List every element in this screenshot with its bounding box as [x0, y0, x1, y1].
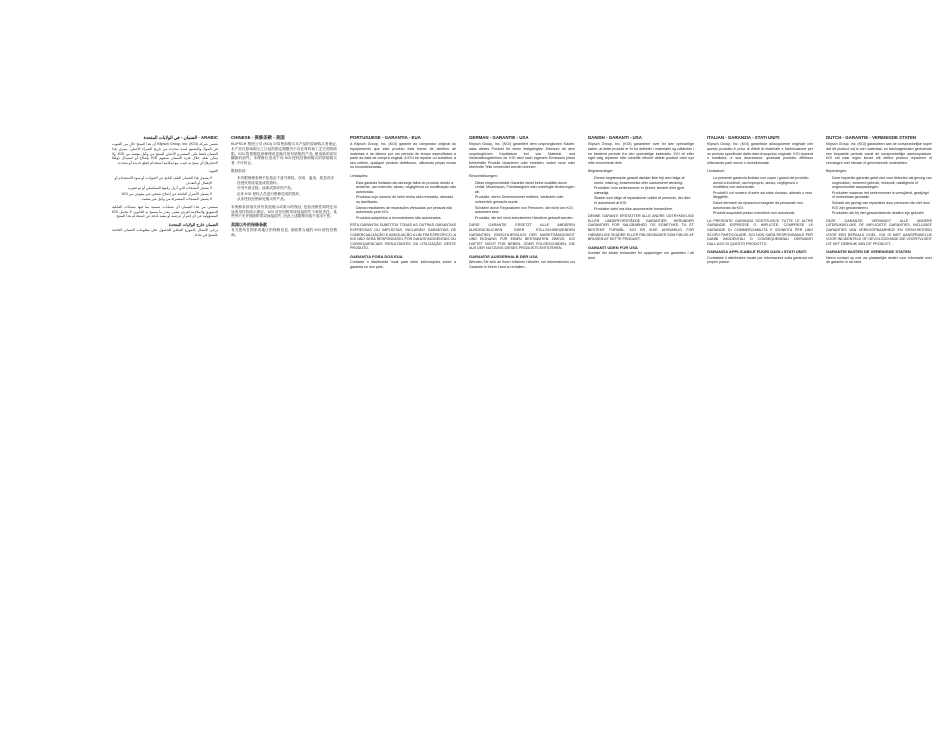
limitations-label: 限制条款: [231, 169, 247, 174]
outside-us-text: Contacte o distribuidor local para obter informações sobre a garantia no seu país. [350, 260, 456, 270]
limitation-item: • 序列号被去除、涂改或损坏的产品。 [237, 186, 337, 191]
warranty-intro: KLIPSCH 集团公司 (KGI) 向零售商购买本产品的原始购买者保证, 本产品在原始购买之日起的指定期限内不存在材料和工艺方面的缺陷。KGI 将根据选择修理或更换任何有缺陷的产品, 使用新的或经翻新的部件。本保修仅适用于向 KGI 授权经销商购买的原始购买者, 不可转让。 [231, 142, 337, 165]
disclaimer-text: DENNE GARANTI ERSTATTER ALLE ANDRE UDTRYKKELIGE ELLER UNDERFORSTÅEDE GARANTIER, HERUNDER GARANTIER FOR SALGBARHED OG EGNETHED TIL ET BESTEMT FORMÅL. KGI ER IKKE ANSVARLIG FOR HÆNDELIGE SKADER ELLER FØLGESKADER SOM FØLGE AF BRUGEN AF DETTE PRODUKT. [588, 214, 694, 242]
column-dutch [826, 135, 932, 726]
limitation-item: • Prodotti acquistati presso rivenditori non autorizzati. [713, 211, 813, 216]
column-title: DANISH - GARANTI - USA [588, 135, 642, 140]
limitation-item: • Schäden durch Reparaturen von Personen, die nicht von KGI autorisiert sind. [475, 206, 575, 215]
limitation-item: • لا يشمل الأضرار الناتجة عن إصلاح شخص غير مفوض من KGI. [112, 192, 212, 197]
outside-us-text: 有关您所在国家或地区的保修信息, 请联系当地的 KGI 授权经销商。 [231, 228, 337, 237]
limitations-list [469, 181, 575, 221]
limitation-item: • لا يشمل هذا الضمان التلف الناتج عن الحوادث أو سوء الاستخدام أو الإهمال أو التعديل. [112, 176, 212, 185]
limitations-list [231, 176, 337, 202]
limitation-item: • Esta garantia limitada não abrange falha do produto devido a acidente, uso indevido, abuso, negligência ou modificação não autorizada. [356, 181, 456, 195]
limitations-label: Limitazioni: [707, 169, 725, 174]
limitation-item: • Producten waarvan het serienummer is verwijderd, gewijzigd of onleesbaar gemaakt. [832, 191, 932, 200]
warranty-intro: A Klipsch Group, Inc. (KGI) garante ao comprador original do equipamento que este produto está isento de defeitos de materiais e de fabrico por um período de tempo especificado a partir da data de compra original. A KGI irá reparar ou substituir, a seu critério, qualquer produto defeituoso, utilizando peças novas ou recondicionadas. [350, 142, 456, 170]
limitation-item: • Skader som følge af reparationer udført af personer, der ikke er autoriseret af KGI. [594, 196, 694, 205]
outside-us-text: Neem contact op met uw plaatselijke dealer voor informatie over de garantie in uw land. [826, 255, 932, 265]
limitation-item: • Producten die bij niet-geautoriseerde dealers zijn gekocht. [832, 211, 932, 216]
column-title: ARABIC - الضمان - في الولايات المتحدة [143, 135, 218, 140]
column-arabic [112, 135, 218, 726]
disclaimer-text: DIESE GARANTIE ERSETZT ALLE ANDEREN AUSDRÜCKLICHEN ODER STILLSCHWEIGENDEN GARANTIEN, EINSCHLIESSLICH DER MARKTGÄNGIGKEIT UND EIGNUNG FÜR EINEN BESTIMMTEN ZWECK. KGI HAFTET NICHT FÜR NEBEN- ODER FOLGESCHÄDEN, DIE AUS DER NUTZUNG DIESES PRODUKTS ENTSTEHEN. [469, 223, 575, 251]
outside-us-heading: الضمان خارج الولايات المتحدة [168, 221, 218, 227]
limitation-item: • Produkte, deren Seriennummer entfernt, verändert oder unleserlich gemacht wurde. [475, 195, 575, 204]
limitation-item: • لا يشمل المنتجات المشتراة من وكيل غير معتمد. [112, 197, 212, 202]
limitation-item: • Danos resultantes de reparações efetuadas por pessoal não autorizado pela KGI. [356, 206, 456, 215]
column-title: ITALIAN - GARANZIA - STATI UNITI [707, 135, 780, 140]
limitations-list [112, 176, 218, 202]
disclaimer-text: LA PRESENTE GARANZIA SOSTITUISCE TUTTE LE ALTRE GARANZIE ESPRESSE O IMPLICITE, COMPRESE LE GARANZIE DI COMMERCIABILITÀ E IDONEITÀ PER UNO SCOPO PARTICOLARE. KGI NON SARÀ RESPONSABILE PER DANNI INCIDENTALI O CONSEQUENZIALI DERIVANTI DALL'USO DI QUESTO PRODOTTO. [707, 218, 813, 246]
limitations-list [588, 176, 694, 211]
outside-us-text: Wenden Sie sich an Ihren örtlichen Händler, um Informationen zur Garantie in Ihrem Land zu erhalten. [469, 260, 575, 270]
outside-us-heading: GARANTIA FORA DOS EUA [350, 253, 403, 259]
column-title: DUTCH - GARANTIE - VERENIGDE STATEN [826, 135, 917, 140]
outside-us-heading: GARANTI UDEN FOR USA [588, 244, 638, 250]
outside-us-text: Contattare il distributore locale per informazioni sulla garanzia nel proprio paese. [707, 255, 813, 265]
limitations-label: Begrænsninger: [588, 169, 614, 174]
disclaimer-text: DEZE GARANTIE VERVANGT ALLE ANDERE UITDRUKKELIJKE OF IMPLICIETE GARANTIES, INCLUSIEF GARANTIES VAN VERKOOPBAARHEID EN GESCHIKTHEID VOOR EEN BEPAALD DOEL. KGI IS NIET AANSPRAKELIJK VOOR INCIDENTELE OF GEVOLGSCHADE DIE VOORTVLOEIT UIT HET GEBRUIK VAN DIT PRODUCT. [826, 218, 932, 246]
limitation-item: • Danni derivanti da riparazioni eseguite da personale non autorizzato da KGI. [713, 201, 813, 210]
column-title: CHINESE - 保修条款 - 美国 [231, 135, 285, 140]
column-title: PORTUGUESE - GARANTIA - EUA [350, 135, 421, 140]
disclaimer-text: 本保修条款取代所有其他明示或暗示的保证, 包括适销性和特定用途适用性的暗示保证。KGI 对任何附带或间接损失不承担责任。某些州不允许排除附带或间接损失, 因此上述限制可能不适用于您。 [231, 204, 337, 219]
limitations-label: القيود: [208, 169, 218, 174]
limitations-label: Beperkingen: [826, 169, 848, 174]
limitations-list [350, 181, 456, 221]
limitation-item: • Produtos cujo número de série tenha sido removido, alterado ou danificado. [356, 195, 456, 204]
limitation-item: • Produtos adquiridos a revendedores não autorizados. [356, 216, 456, 221]
limitation-item: • Produkte, die bei nicht autorisierten Händlern gekauft wurden. [475, 216, 575, 221]
outside-us-text: يرجى الاتصال بالموزع المحلي للحصول على معلومات الضمان الخاصة بالمنتج في بلدك. [112, 228, 218, 237]
column-portuguese [350, 135, 456, 726]
outside-us-heading: GARANTIE AUSSERHALB DER USA [469, 253, 538, 259]
warranty-intro: Klipsch Group, Inc. (KGI) garantisce all'acquirente originale che questo prodotto è privo di difetti di materiale e fabbricazione per un periodo specificato dalla data di acquisto originale. KGI riparerà o sostituirà, a sua discrezione, qualsiasi prodotto difettoso utilizzando parti nuove o ricondizionate. [707, 142, 813, 165]
warranty-intro: Klipsch Group, Inc. (KGI) garanterer over for den oprindelige køber, at dette produkt er fri for defekter i materialer og udførelse i en bestemt periode fra den oprindelige købsdato. KGI vil efter eget valg reparere eller udskifte ethvert defekt produkt med nye eller renoverede dele. [588, 142, 694, 165]
limitation-item: • Produkter købt hos ikke-autoriserede forhandlere. [594, 207, 694, 212]
warranty-intro: تضمن شركة Klipsch Group, Inc. (KGI) أن هذا المنتج خالٍ من العيوب في المواد والتصنيع لمدة محددة من تاريخ الشراء الأصلي. يسري هذا الضمان فقط على المشتري الأصلي للمنتج من وكيل معتمد من KGI، ولا يمكن نقله. خلال فترة الضمان ستقوم KGI بإصلاح أو استبدال (وفقًا لاختيارها) أي منتج به عيب، مع إمكانية استخدام قطع جديدة أو مجددة. [112, 142, 218, 165]
limitations-label: Einschränkungen: [469, 173, 498, 178]
limitation-item: • Diese eingeschränkte Garantie deckt keine Ausfälle durch Unfall, Missbrauch, Fahrlässigkeit oder unbefugte Änderungen ab. [475, 181, 575, 195]
limitation-item: • 由非 KGI 授权人员进行维修造成的损坏。 [237, 192, 337, 197]
outside-us-heading: GARANZIA APPLICABILE FUORI DAGLI STATI UNITI [707, 249, 807, 255]
limitations-list [707, 176, 813, 216]
limitation-item: • La presente garanzia limitata non copre i guasti del prodotto dovuti a incidenti, uso improprio, abuso, negligenza o modifiche non autorizzate. [713, 176, 813, 190]
outside-us-text: Kontakt din lokale forhandler for oplysninger om garantien i dit land. [588, 251, 694, 260]
limitation-item: • لا يشمل المنتجات التي أزيل رقمها التسلسلي أو تم تغييره. [112, 186, 212, 191]
column-chinese [231, 135, 337, 726]
limitation-item: • Prodotti il cui numero di serie sia stato rimosso, alterato o reso illeggibile. [713, 191, 813, 200]
warranty-intro: Klipsch Group, Inc. (KGI) garandeert aan de oorspronkelijke koper dat dit product vrij is van materiaal- en fabricagefouten gedurende een bepaalde periode vanaf de oorspronkelijke aankoopdatum. KGI zal naar eigen keuze elk defect product repareren of vervangen met nieuwe of gereviseerde onderdelen. [826, 142, 932, 165]
limitation-item: • Deze beperkte garantie geldt niet voor defecten als gevolg van ongelukken, verkeerd gebruik, misbruik, nalatigheid of ongeoorloofde aanpassingen. [832, 176, 932, 190]
outside-us-heading: GARANTIE BUITEN DE VERENIGDE STATEN [826, 249, 911, 255]
disclaimer-text: ESTA GARANTIA SUBSTITUI TODAS AS OUTRAS GARANTIAS EXPRESSAS OU IMPLÍCITAS, INCLUINDO GARANTIAS DE COMERCIALIZAÇÃO E ADEQUAÇÃO A UM FIM ESPECÍFICO. A KGI NÃO SERÁ RESPONSÁVEL POR DANOS INCIDENTAIS OU CONSEQUENCIAIS RESULTANTES DA UTILIZAÇÃO DESTE PRODUTO. [350, 223, 456, 251]
warranty-intro: Klipsch Group, Inc. (KGI) garantiert dem ursprünglichen Käufer, dass dieses Produkt für einen festgelegten Zeitraum ab dem ursprünglichen Kaufdatum frei von Material- und Verarbeitungsfehlern ist. KGI wird nach eigenem Ermessen jedes fehlerhafte Produkt reparieren oder ersetzen, wobei neue oder überholte Teile verwendet werden können. [469, 142, 575, 170]
column-title: GERMAN - GARANTIE - USA [469, 135, 529, 140]
limitation-item: • Schade als gevolg van reparaties door personen die niet door KGI zijn geautoriseerd. [832, 201, 932, 210]
limitations-label: Limitações: [350, 173, 369, 178]
limitation-item: • Denne begrænsede garanti dækker ikke fejl som følge af uheld, misbrug, forsømmelse eller uautoriseret ændring. [594, 176, 694, 185]
outside-us-heading: 美国以外的保修条款 [231, 221, 267, 227]
disclaimer-text: يستثنى من هذا الضمان أي ضمانات ضمنية بما فيها ضمانات القابلية للتسويق والملاءمة لغرض معين، بقدر ما يسمح به القانون. لا تتحمل KGI المسؤولية عن أي أضرار عرضية أو تبعية ناتجة عن استخدام هذا المنتج. [112, 204, 218, 219]
limitation-item: • 从非授权经销商处购买的产品。 [237, 197, 337, 202]
column-danish [588, 135, 694, 726]
column-italian [707, 135, 813, 726]
column-german [469, 135, 575, 726]
limitation-item: • Produkter, hvis serienummer er fjernet, ændret eller gjort ulæseligt. [594, 186, 694, 195]
limitations-list [826, 176, 932, 216]
limitation-item: • 本有限保修条例不包括由于意外事故、误用、滥用、疏忽或未经授权的改装造成的损坏。 [237, 176, 337, 185]
